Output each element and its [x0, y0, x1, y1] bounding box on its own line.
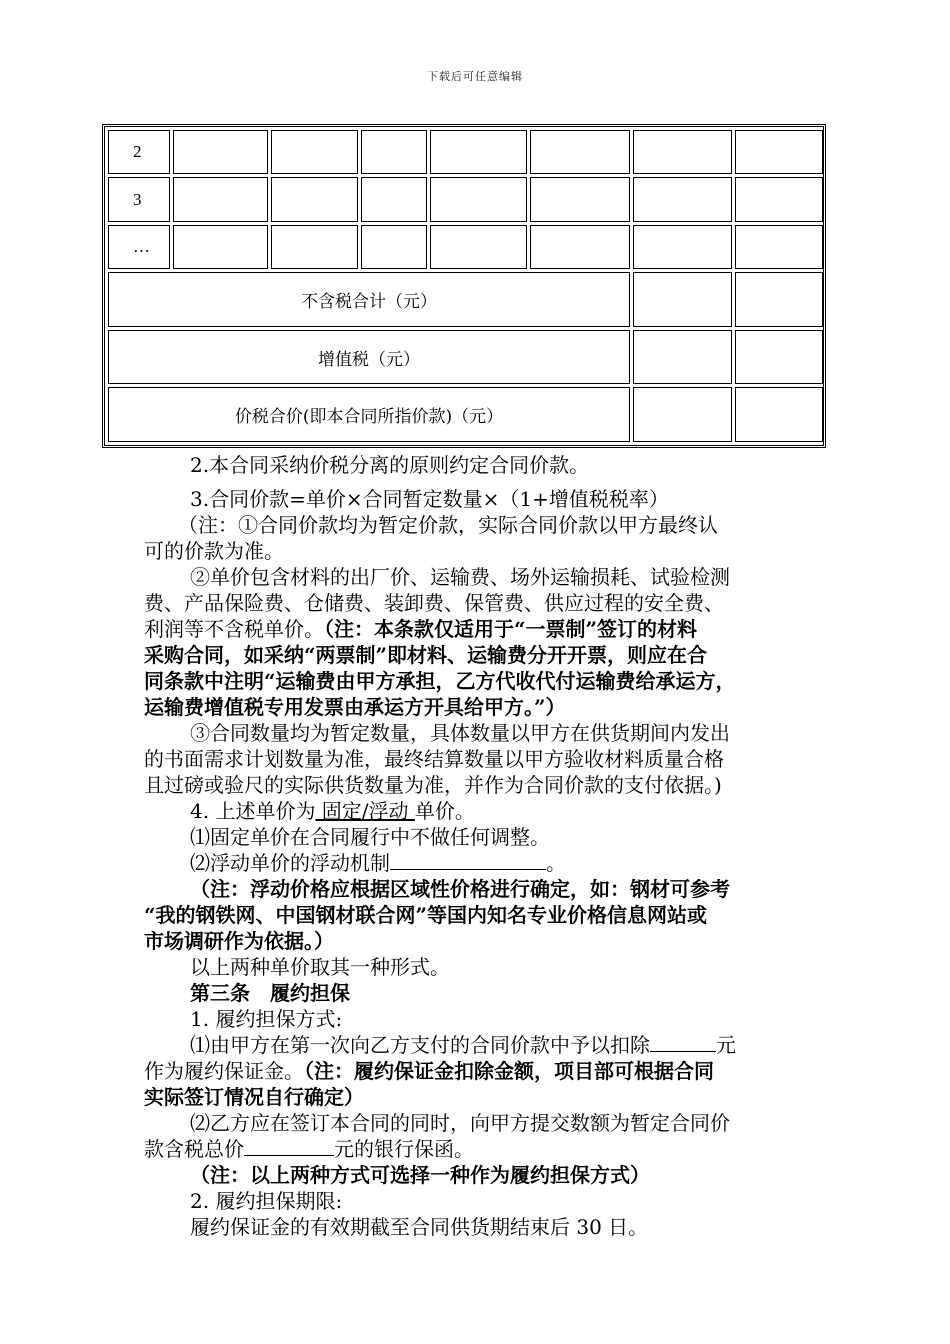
table-cell [271, 225, 358, 269]
bold-note-line: 实际签订情况自行确定） [144, 1085, 364, 1109]
paragraph [144, 1136, 808, 1162]
table-cell [361, 130, 427, 174]
table-cell [735, 330, 823, 385]
text: 。 [546, 851, 566, 875]
table-cell [633, 387, 732, 442]
paragraph: ⑵乙方应在签订本合同的同时，向甲方提交数额为暂定合同价 [190, 1111, 730, 1135]
summary-row [108, 272, 823, 327]
text: 作为履约保证金。 [144, 1059, 304, 1083]
table-cell [361, 177, 427, 221]
bold-note-line: 运输费增值税专用发票由承运方开具给甲方。”） [144, 695, 566, 719]
table-cell [430, 130, 527, 174]
summary-row [108, 330, 823, 385]
paragraph [144, 1058, 808, 1084]
table-row [108, 130, 823, 174]
note-line: （注：①合同价款均为暂定价款，实际合同价款以甲方最终认 [178, 513, 718, 537]
paragraph: 2.本合同采纳价税分离的原则约定合同价款。 [190, 453, 590, 477]
paragraph: ⑴固定单价在合同履行中不做任何调整。 [190, 825, 550, 849]
page-header: 下载后可任意编辑 [427, 70, 523, 83]
table-cell [735, 272, 823, 327]
price-type-field: 固定/浮动 [315, 799, 415, 823]
row-number: 3 [108, 177, 170, 221]
paragraph [144, 1032, 808, 1058]
paragraph: 1. 履约担保方式: [190, 1007, 343, 1031]
table-cell [430, 225, 527, 269]
bold-note-line: （注：浮动价格应根据区域性价格进行确定，如：钢材可参考 [190, 877, 730, 901]
table-cell [271, 177, 358, 221]
bold-note-line: 采购合同，如采纳“两票制”即材料、运输费分开开票，则应在合 [144, 643, 708, 667]
bold-note-line: “我的钢铁网、中国钢材联合网”等国内知名专业价格信息网站或 [144, 903, 708, 927]
text: 4. 上述单价为 [190, 799, 316, 823]
blank-deposit-amount [650, 1032, 716, 1052]
table-cell [633, 130, 732, 174]
table-cell [633, 177, 732, 221]
table-cell [173, 177, 268, 221]
table-row [108, 225, 823, 269]
article-heading: 第三条 履约担保 [190, 981, 350, 1005]
document-body [144, 448, 808, 1240]
table-cell [735, 387, 823, 442]
text: 款含税总价 [144, 1137, 244, 1161]
row-number: 2 [108, 130, 170, 174]
paragraph: 履约保证金的有效期截至合同供货期结束后 30 日。 [190, 1215, 649, 1239]
table-cell [735, 225, 823, 269]
paragraph: 以上两种单价取其一种形式。 [190, 955, 450, 979]
summary-label-total: 价税合价(即本合同所指价款)（元） [108, 387, 630, 442]
table-cell [735, 130, 823, 174]
table-cell [633, 330, 732, 385]
paragraph [144, 798, 808, 824]
paragraph: 2. 履约担保期限: [190, 1189, 343, 1213]
blank-guarantee-amount [244, 1136, 334, 1156]
table-cell [361, 225, 427, 269]
table-cell [430, 177, 527, 221]
price-table [102, 124, 826, 448]
summary-label-vat: 增值税（元） [108, 330, 630, 385]
text: ⑵浮动单价的浮动机制 [190, 851, 390, 875]
paragraph: 3.合同价款=单价×合同暂定数量×（1+增值税税率） [190, 487, 669, 511]
table-cell [530, 177, 630, 221]
bold-note: （注：本条款仅适用于“一票制”签订的材料 [324, 617, 698, 641]
text: 元的银行保函。 [334, 1137, 474, 1161]
note-line: 可的价款为准。 [144, 539, 284, 563]
bold-note-line: 同条款中注明“运输费由甲方承担，乙方代收代付运输费给承运方， [144, 669, 736, 693]
note-line: ②单价包含材料的出厂价、运输费、场外运输损耗、试验检测 [190, 565, 730, 589]
text: ⑴由甲方在第一次向乙方支付的合同价款中予以扣除 [190, 1033, 650, 1057]
row-number: … [108, 225, 170, 269]
note-line [144, 616, 808, 642]
summary-row [108, 387, 823, 442]
table-cell [271, 130, 358, 174]
table-cell [633, 225, 732, 269]
note-line: 的书面需求计划数量为准，最终结算数量以甲方验收材料质量合格 [144, 747, 724, 771]
table-cell [530, 225, 630, 269]
table-cell [633, 272, 732, 327]
note-line: ③合同数量均为暂定数量，具体数量以甲方在供货期间内发出 [190, 721, 730, 745]
note-line: 费、产品保险费、仓储费、装卸费、保管费、供应过程的安全费、 [144, 591, 724, 615]
paragraph [144, 850, 808, 876]
table-cell [173, 225, 268, 269]
note-line: 且过磅或验尺的实际供货数量为准，并作为合同价款的支付依据。) [144, 773, 722, 797]
text: 元 [716, 1033, 736, 1057]
blank-float-mechanism [390, 850, 546, 870]
table-cell [173, 130, 268, 174]
bold-note-line: 市场调研作为依据。） [144, 929, 334, 953]
bold-note-line: （注：以上两种方式可选择一种作为履约担保方式） [190, 1163, 650, 1187]
bold-note: （注：履约保证金扣除金额，项目部可根据合同 [304, 1059, 714, 1083]
table-row [108, 177, 823, 221]
table-cell [530, 130, 630, 174]
note-text: 利润等不含税单价。 [144, 617, 324, 641]
summary-label-pretax: 不含税合计（元） [108, 272, 630, 327]
text: 单价。 [414, 799, 475, 823]
table-cell [735, 177, 823, 221]
